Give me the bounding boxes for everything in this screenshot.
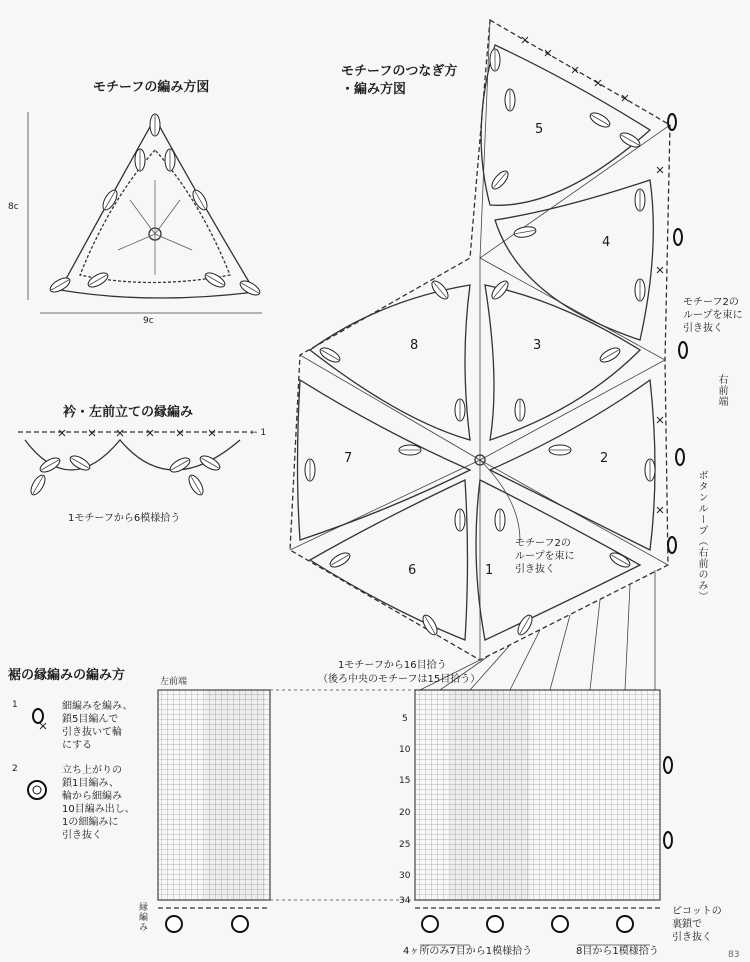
motif-number-6: 6: [408, 563, 417, 578]
motif-number-7: 7: [344, 451, 353, 466]
motif-number-5: 5: [535, 122, 544, 137]
pickup-note-1: 1モチーフから16目拾う: [338, 660, 447, 671]
right-front-label: 右前端: [716, 374, 727, 407]
single-motif: [28, 112, 262, 313]
motif-number-4: 4: [602, 235, 611, 250]
row-label-15: 15: [399, 776, 411, 786]
collar-title: 衿・左前立ての縁編み: [63, 405, 194, 420]
joining-title-1: モチーフのつなぎ方: [341, 64, 458, 79]
edge-label: 縁編み: [137, 902, 147, 932]
row-label-20: 20: [399, 808, 411, 818]
motif-number-3: 3: [533, 338, 542, 353]
pickup-note-2: （後ろ中央のモチーフは15目拾う）: [318, 674, 481, 685]
hem-step-1-text: 細編みを編み、 鎖5目編んで 引き抜いて輪 にする: [62, 701, 133, 751]
hem-step-1-number: 1: [12, 700, 18, 710]
motif-number-1: 1: [485, 563, 494, 578]
motif-title: モチーフの編み方図: [93, 80, 210, 95]
button-loop-label: ボタンループ（右前のみ）: [696, 470, 707, 602]
picot-note: ピコットの 裏鎖で 引き抜く: [672, 906, 722, 943]
row-label-5: 5: [402, 714, 408, 724]
loop-note-top: モチーフ2の ループを束に 引き抜く: [683, 297, 743, 334]
motif-number-8: 8: [410, 338, 419, 353]
hem-symbols: [28, 709, 46, 799]
collar-note: 1モチーフから6模様拾う: [68, 513, 181, 524]
joining-title-2: ・編み方図: [341, 82, 407, 97]
motif-number-2: 2: [600, 451, 609, 466]
bottom-note-1: 4ヶ所のみ7目から1模様拾う: [403, 946, 533, 957]
hem-step-2-number: 2: [12, 764, 18, 774]
left-front-end-label: 左前端: [160, 677, 188, 687]
collar-arrow: ← 1: [250, 428, 267, 438]
row-label-30: 30: [399, 871, 411, 881]
hem-step-2-text: 立ち上がりの 鎖1目編み、 輪から細編み 10目編み出し、 1の細編みに 引き抜く: [62, 765, 135, 841]
loop-note-mid: モチーフ2の ループを束に 引き抜く: [515, 538, 575, 575]
row-label-25: 25: [399, 840, 411, 850]
hem-title: 裾の縁編みの編み方: [8, 668, 126, 683]
bottom-note-2: 8目から1模様拾う: [576, 946, 659, 957]
page-number: 83: [728, 950, 740, 960]
collar-edging: [18, 430, 248, 497]
motif-height-label: 8c: [8, 202, 19, 212]
motif-width-label: 9c: [143, 316, 154, 326]
row-label-10: 10: [399, 745, 411, 755]
row-label-34: 34: [399, 896, 411, 906]
